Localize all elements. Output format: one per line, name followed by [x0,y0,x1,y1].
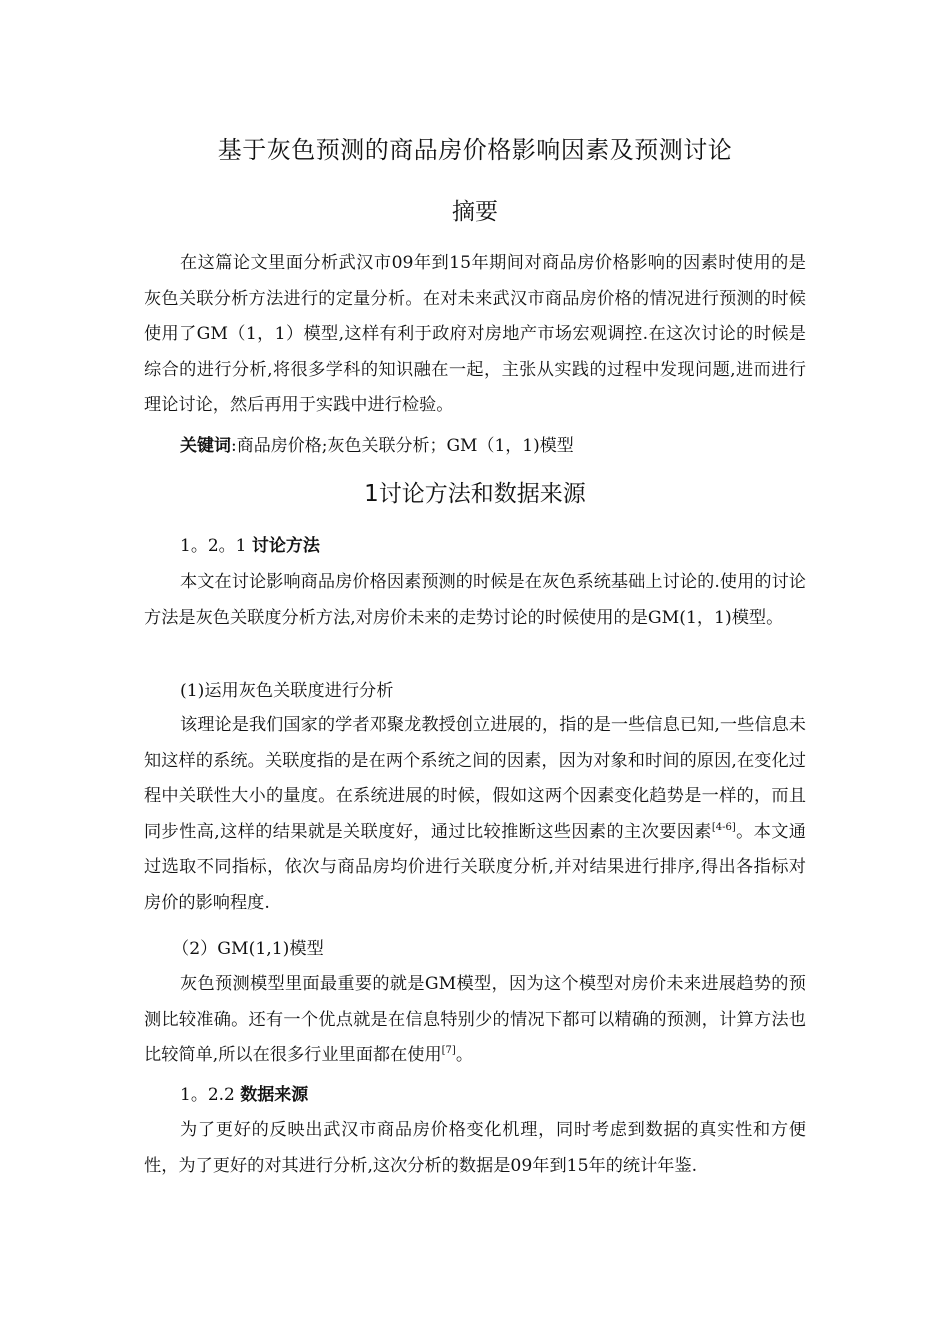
item2-title: （2）GM(1,1)模型 [172,939,324,959]
item1-title: (1)运用灰色关联度进行分析 [180,681,394,701]
keywords-text: :商品房价格;灰色关联分析；GM（1，1)模型 [231,436,574,456]
item1-text-after: 。本文通过选取不同指标，依次与商品房均价进行关联度分析,并对结果进行排序,得出各指标对房价的影响程度. [144,821,806,913]
keywords-line [180,430,574,462]
citation-4-6: [4-6] [711,821,736,833]
abstract-body: 在这篇论文里面分析武汉市09年到15年期间对商品房价格影响的因素时使用的是灰色关联分析方法进行的定量分析。在对未来武汉市商品房价格的情况进行预测的时候使用了GM（1，1）模型,这样有利于政府对房地产市场宏观调控.在这次讨论的时候是综合的进行分析,将很多学科的知识融在一起，主张从实践的过程中发现问题,进而进行理论讨论，然后再用于实践中进行检验。 [144,253,806,415]
subsection-title: 讨论方法 [251,536,320,556]
citation-7: [7] [441,1045,456,1056]
methods-paragraph: 本文在讨论影响商品房价格因素预测的时候是在灰色系统基础上讨论的.使用的讨论方法是灰色关联度分析方法,对房价未来的走势讨论的时候使用的是GM(1，1)模型。 [144,572,806,628]
item2-text-before: 灰色预测模型里面最重要的就是GM模型，因为这个模型对房价未来进展趋势的预测比较准确。还有一个优点就是在信息特别少的情况下都可以精确的预测，计算方法也比较简单,所以在很多行业里面都在使用 [144,974,806,1065]
subsection-number: 1。2。1 [180,536,247,556]
subsection-heading-methods [180,530,320,562]
keywords-label: 关键词 [180,436,231,456]
section-heading: 1讨论方法和数据来源 [364,481,586,507]
item1-text-before: 该理论是我们国家的学者邓聚龙教授创立进展的，指的是一些信息已知,一些信息未知这样的系统。关联度指的是在两个系统之间的因素，因为对象和时间的原因,在变化过程中关联性大小的量度。在系统进展的时候，假如这两个因素变化趋势是一样的，而且同步性高,这样的结果就是关联度好，通过比较推断这些因素的主次要因素 [144,715,806,842]
item2-paragraph [144,967,806,1074]
item2-text-after: 。 [455,1045,474,1065]
subsection-title: 数据来源 [240,1085,309,1105]
item1-paragraph [144,708,806,921]
paper-title: 基于灰色预测的商品房价格影响因素及预测讨论 [217,136,733,164]
subsection-heading-data-source [180,1079,308,1111]
abstract-heading: 摘要 [452,199,498,225]
data-source-paragraph: 为了更好的反映出武汉市商品房价格变化机理，同时考虑到数据的真实性和方便性，为了更好的对其进行分析,这次分析的数据是09年到15年的统计年鉴. [144,1120,806,1176]
subsection-number: 1。2.2 [180,1085,235,1105]
